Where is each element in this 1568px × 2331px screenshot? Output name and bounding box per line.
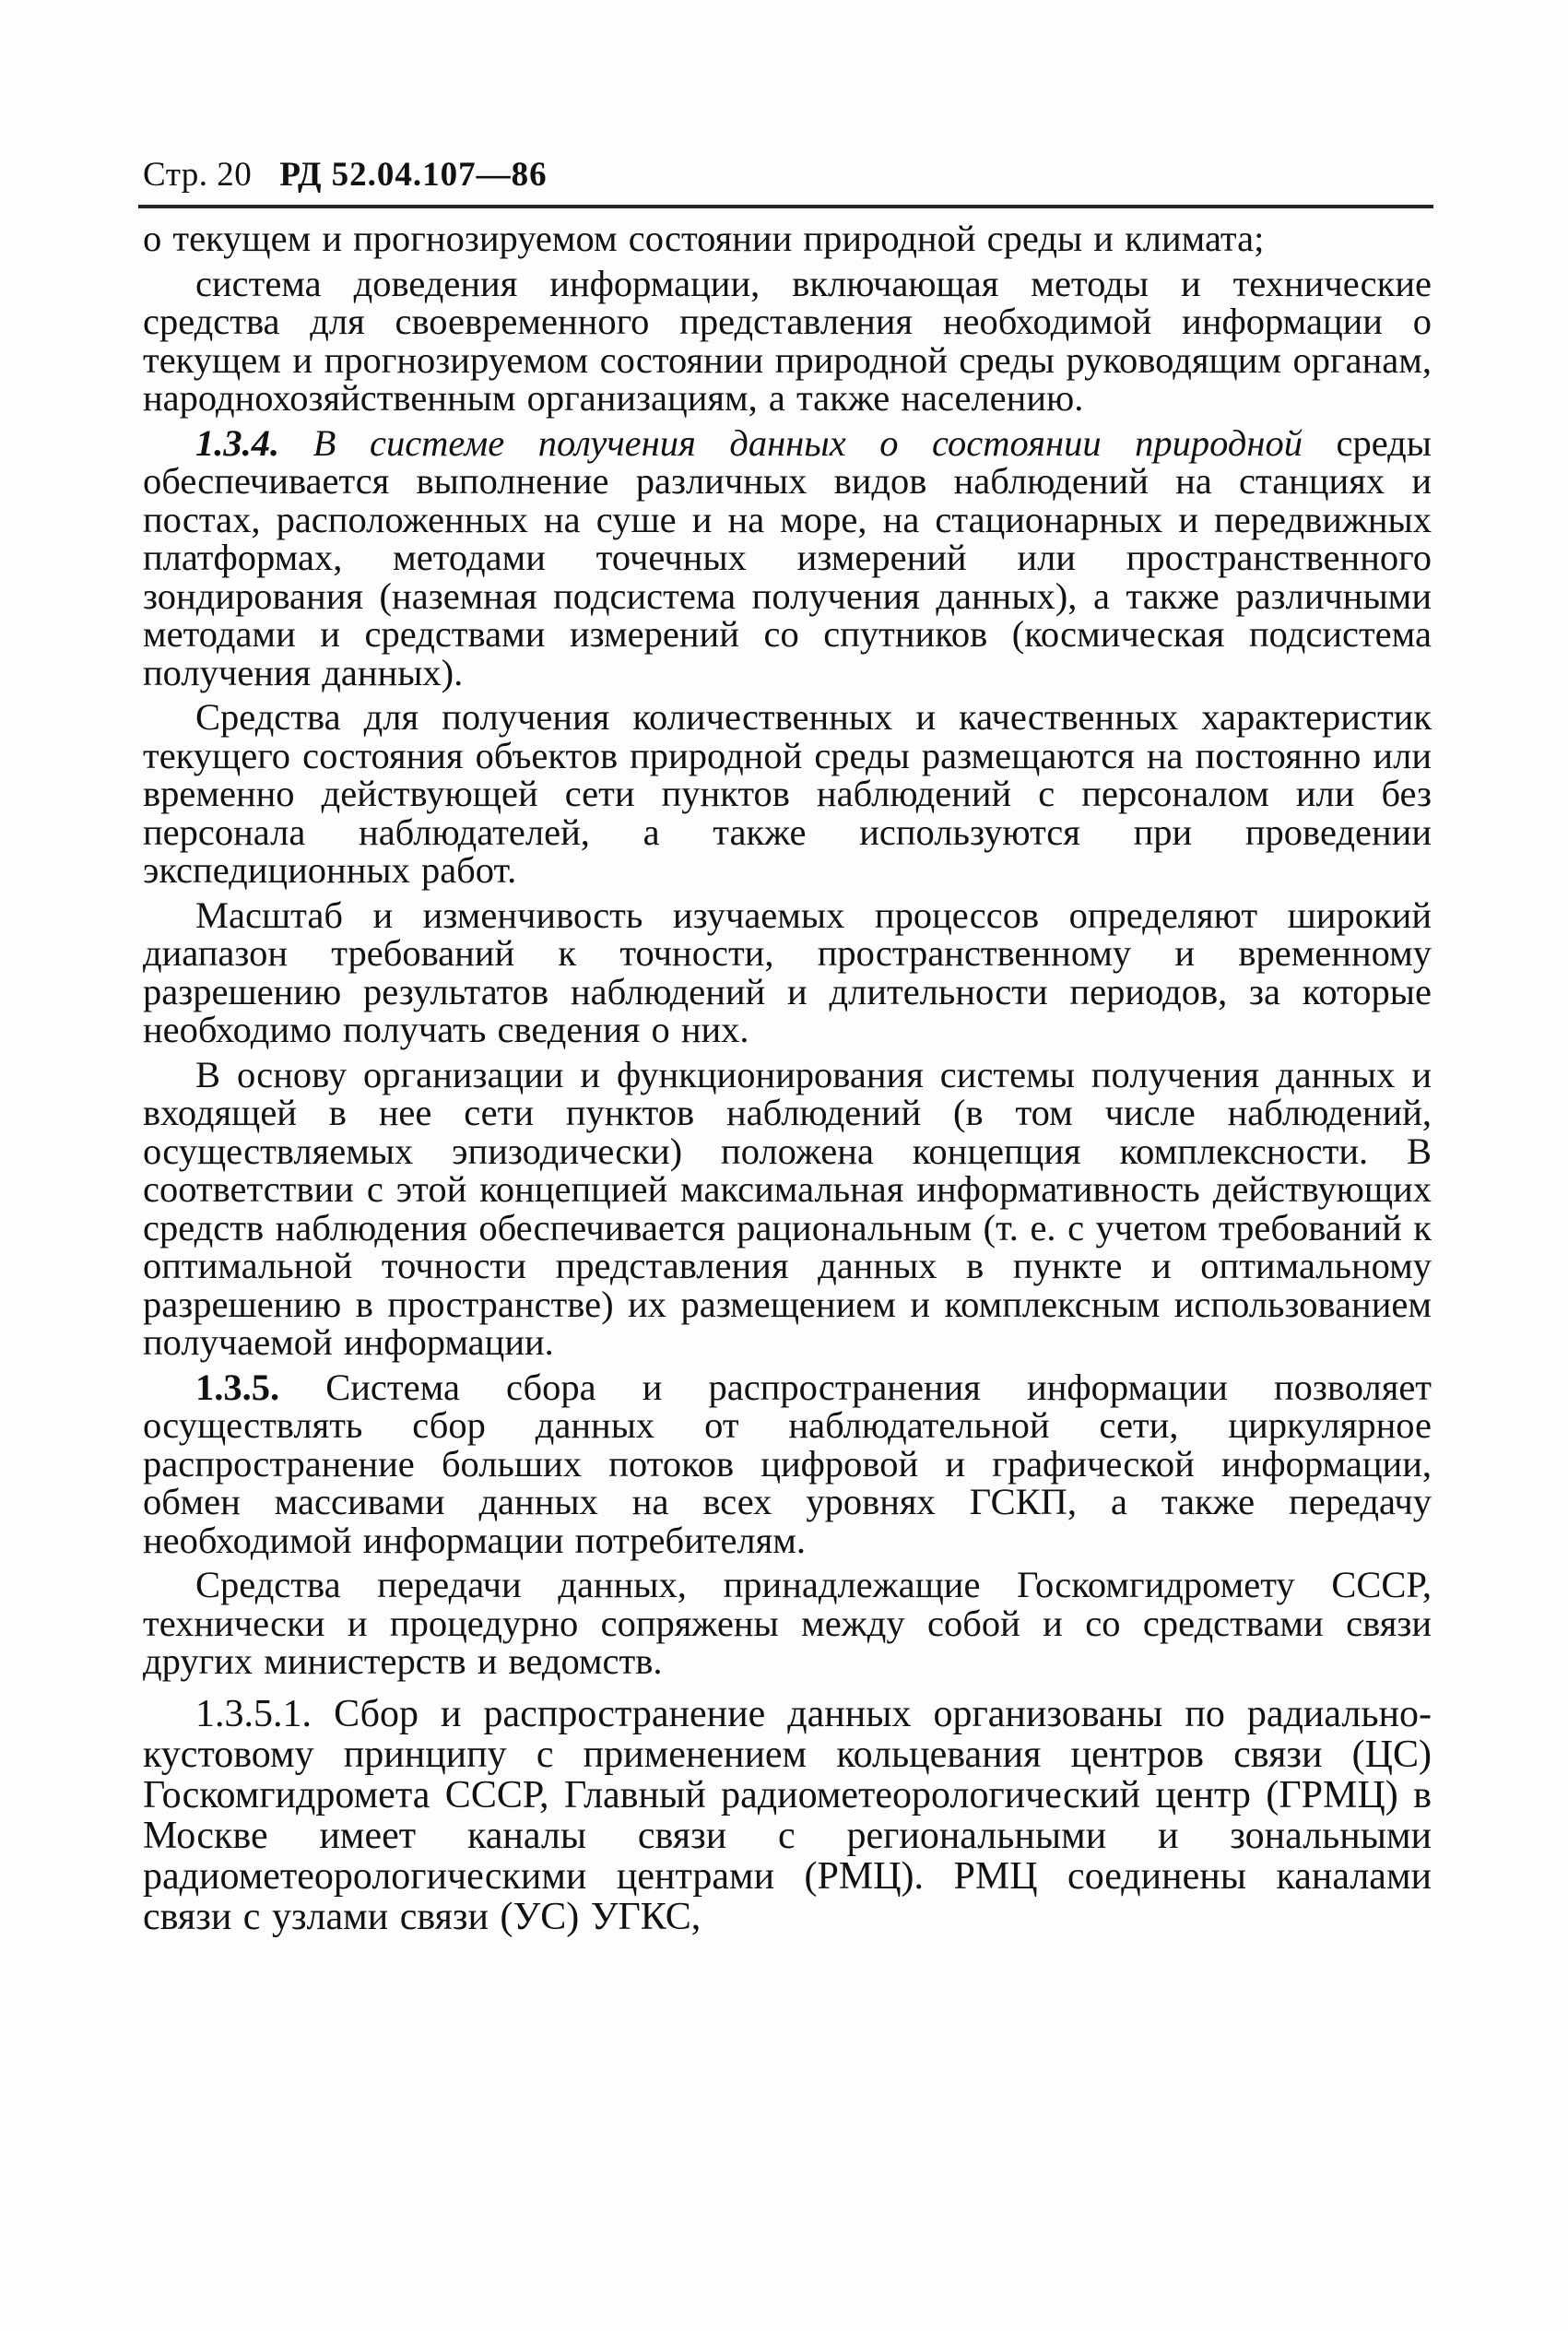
section-1-3-4-lead: В системе получения данных о состоянии природной [279, 421, 1303, 464]
section-number-1-3-5: 1.3.5. [195, 1366, 280, 1408]
paragraph-section-1-3-5-1: 1.3.5.1. Сбор и распространение данных организованы по радиально-кустовому принципу с применением кольцевания центров связи (ЦС) Госкомгидромета СССР, Главный радиометеорологический центр (ГРМЦ) в Москве имеет каналы связи с региональными и зональными радиометеорологическими центрами (РМЦ). РМЦ соединены каналами связи с узлами связи (УС) УГКС, [143, 1692, 1432, 1938]
page-number: Стр. 20 [143, 156, 253, 194]
page-header [143, 155, 1433, 207]
paragraph-continuation: о текущем и прогнозируемом состоянии природной среды и климата; [143, 218, 1265, 259]
section-1-3-4-text: среды обеспечивается выполнение различных видов наблюдений на станциях и постах, расположенных на суше и на море, на стационарных и передвижных платформах, методами точечных измерений или пространственного зондирования (наземная подсистема получения данных), а также различными методами и средствами измерений со спутников (космическая подсистема получения данных). [143, 421, 1432, 693]
paragraph-information-delivery: система доведения информации, включающая методы и технические средства для своевременного представления необходимой информации о текущем и прогнозируемом состоянии природной среды руководящим органам, народнохозяйственным организациям, а также населению. [143, 262, 1432, 419]
paragraph-complexity-concept: В основу организации и функционирования системы получения данных и входящей в нее сети пунктов наблюдений (в том числе наблюдений, осуществляемых эпизодически) положена концепция комплексности. В соответствии с этой концепцией максимальная информативность действующих средств наблюдения обеспечивается рациональным (т. е. с учетом требований к оптимальной точности представления данных в пункте и оптимальному разрешению в пространстве) их размещением и комплексным использованием получаемой информации. [143, 1053, 1432, 1363]
paragraph-measurement-means: Средства для получения количественных и качественных характеристик текущего состояния объектов природной среды размещаются на постоянно или временно действующей сети пунктов наблюдений с персоналом или без персонала наблюдателей, а также используются при проведении экспедиционных работ. [143, 696, 1432, 891]
document-code: РД 52.04.107—86 [279, 156, 548, 194]
paragraph-scale-variability: Масштаб и изменчивость изучаемых процессов определяют широкий диапазон требований к точности, пространственному и временному разрешению результатов наблюдений и длительности периодов, за которые необходимо получать сведения о них. [143, 893, 1432, 1050]
body-text [143, 219, 1432, 1944]
section-number-1-3-4: 1.3.4. [195, 421, 280, 464]
paragraph-section-1-3-4 [143, 421, 1432, 693]
paragraph-data-transfer-means: Средства передачи данных, принадлежащие Госкомгидромету СССР, технически и процедурно сопряжены между собой и со средствами связи других министерств и ведомств. [143, 1564, 1432, 1682]
paragraph-section-1-3-5 [143, 1368, 1432, 1560]
header-divider [138, 205, 1433, 208]
section-1-3-5-text: Система сбора и распространения информации позволяет осуществлять сбор данных от наблюдательной сети, циркулярное распространение больших потоков цифровой и графической информации, обмен массивами данных на всех уровнях ГСКП, а также передачу необходимой информации потребителям. [143, 1366, 1432, 1561]
